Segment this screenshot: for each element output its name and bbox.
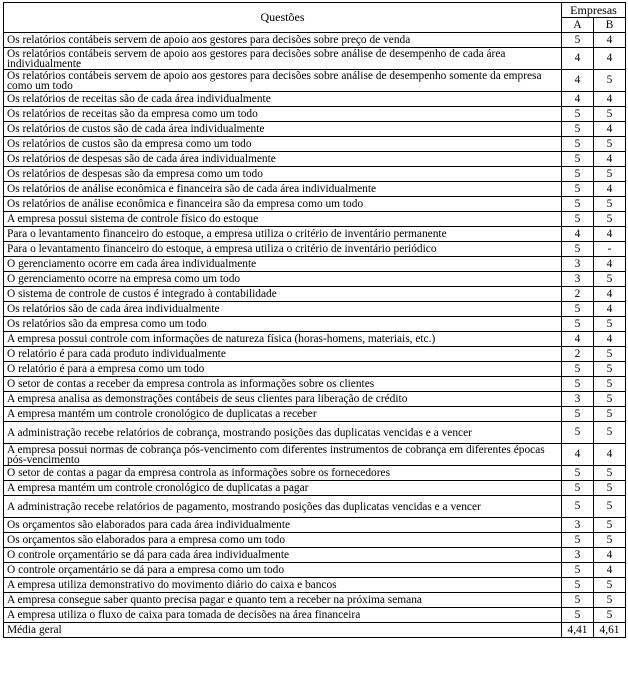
score-a: 5 — [562, 466, 594, 481]
table-row — [4, 242, 626, 257]
score-b: 5 — [594, 317, 626, 332]
table-row — [4, 197, 626, 212]
question-cell: Os relatórios contábeis servem de apoio aos gestores para decisões sobre análise de desempenho de cada área individualmente — [4, 48, 562, 70]
score-a: 5 — [562, 563, 594, 578]
question-cell: O controle orçamentário se dá para cada área individualmente — [4, 548, 562, 563]
score-b: 4 — [594, 563, 626, 578]
table-row — [4, 287, 626, 302]
score-a: 5 — [562, 481, 594, 496]
question-cell: A empresa mantém um controle cronológico de duplicatas a pagar — [4, 481, 562, 496]
table-row — [4, 227, 626, 242]
question-cell: O setor de contas a pagar da empresa controla as informações sobre os fornecedores — [4, 466, 562, 481]
score-a: 5 — [562, 593, 594, 608]
score-a: 5 — [562, 608, 594, 623]
score-b: 4 — [594, 302, 626, 317]
question-cell: O controle orçamentário se dá para a empresa como um todo — [4, 563, 562, 578]
question-cell: A empresa utiliza o fluxo de caixa para tomada de decisões na área financeira — [4, 608, 562, 623]
score-a: 5 — [562, 152, 594, 167]
table-row — [4, 578, 626, 593]
table-row — [4, 533, 626, 548]
score-b: 5 — [594, 578, 626, 593]
score-b: 5 — [594, 377, 626, 392]
table-row — [4, 272, 626, 287]
score-a: 2 — [562, 287, 594, 302]
question-cell: Os relatórios de receitas são da empresa como um todo — [4, 107, 562, 122]
question-cell: Os orçamentos são elaborados para a empresa como um todo — [4, 533, 562, 548]
score-a: 5 — [562, 212, 594, 227]
question-cell: A empresa consegue saber quanto precisa pagar e quanto tem a receber na próxima semana — [4, 593, 562, 608]
table-row — [4, 496, 626, 518]
average-row — [4, 623, 626, 638]
question-cell: A empresa possui controle com informações de natureza física (horas-homens, materiais, etc.) — [4, 332, 562, 347]
table-row — [4, 48, 626, 70]
score-b: 4 — [594, 152, 626, 167]
score-b: 5 — [594, 137, 626, 152]
score-a: 3 — [562, 257, 594, 272]
question-cell: O gerenciamento ocorre em cada área individualmente — [4, 257, 562, 272]
table-row — [4, 167, 626, 182]
question-cell: Os relatórios de custos são de cada área individualmente — [4, 122, 562, 137]
score-a: 5 — [562, 362, 594, 377]
table-row — [4, 407, 626, 422]
score-b: 5 — [594, 593, 626, 608]
score-a: 2 — [562, 347, 594, 362]
table-row — [4, 362, 626, 377]
table-row — [4, 392, 626, 407]
header-questoes: Questões — [4, 3, 562, 33]
header-col-a: A — [562, 18, 594, 33]
question-cell: Para o levantamento financeiro do estoque, a empresa utiliza o critério de inventário periódico — [4, 242, 562, 257]
score-a: 5 — [562, 167, 594, 182]
score-a: 5 — [562, 33, 594, 48]
score-a: 5 — [562, 302, 594, 317]
score-a: 4 — [562, 92, 594, 107]
header-col-b: B — [594, 18, 626, 33]
score-b: 4 — [594, 92, 626, 107]
table-row — [4, 92, 626, 107]
table-row — [4, 347, 626, 362]
average-b: 4,61 — [594, 623, 626, 638]
score-a: 5 — [562, 317, 594, 332]
score-a: 5 — [562, 122, 594, 137]
score-a: 5 — [562, 533, 594, 548]
question-cell: Os relatórios de custos são da empresa como um todo — [4, 137, 562, 152]
question-cell: A empresa mantém um controle cronológico de duplicatas a receber — [4, 407, 562, 422]
score-b: 4 — [594, 33, 626, 48]
score-b: 5 — [594, 362, 626, 377]
question-cell: A empresa possui normas de cobrança pós-vencimento com diferentes instrumentos de cobrança em diferentes épocas pós-vencimento — [4, 444, 562, 466]
table-row — [4, 317, 626, 332]
score-b: 4 — [594, 122, 626, 137]
question-cell: O relatório é para cada produto individualmente — [4, 347, 562, 362]
score-b: 4 — [594, 287, 626, 302]
question-cell: A empresa possui sistema de controle físico do estoque — [4, 212, 562, 227]
table-row — [4, 593, 626, 608]
table-row — [4, 137, 626, 152]
table-row — [4, 444, 626, 466]
score-b: 4 — [594, 548, 626, 563]
question-cell: Os relatórios de análise econômica e financeira são da empresa como um todo — [4, 197, 562, 212]
score-b: 4 — [594, 332, 626, 347]
score-b: 5 — [594, 392, 626, 407]
score-b: 5 — [594, 167, 626, 182]
score-a: 5 — [562, 197, 594, 212]
question-cell: Os relatórios são de cada área individualmente — [4, 302, 562, 317]
table-row — [4, 70, 626, 92]
score-a: 4 — [562, 332, 594, 347]
score-b: 5 — [594, 212, 626, 227]
question-cell: A empresa utiliza demonstrativo do movimento diário do caixa e bancos — [4, 578, 562, 593]
score-b: 5 — [594, 518, 626, 533]
table-row — [4, 212, 626, 227]
question-cell: Os relatórios de receitas são de cada área individualmente — [4, 92, 562, 107]
question-cell: O gerenciamento ocorre na empresa como um todo — [4, 272, 562, 287]
score-a: 3 — [562, 518, 594, 533]
table-row — [4, 182, 626, 197]
score-a: 4 — [562, 444, 594, 466]
table-row — [4, 122, 626, 137]
score-a: 3 — [562, 392, 594, 407]
score-b: 5 — [594, 347, 626, 362]
score-a: 5 — [562, 137, 594, 152]
question-cell: O sistema de controle de custos é integrado à contabilidade — [4, 287, 562, 302]
score-a: 4 — [562, 70, 594, 92]
score-b: 5 — [594, 533, 626, 548]
table-row — [4, 608, 626, 623]
score-a: 3 — [562, 548, 594, 563]
score-a: 5 — [562, 242, 594, 257]
question-cell: Os relatórios de análise econômica e financeira são de cada área individualmente — [4, 182, 562, 197]
score-b: 5 — [594, 466, 626, 481]
score-b: - — [594, 242, 626, 257]
score-b: 5 — [594, 70, 626, 92]
question-cell: A administração recebe relatórios de cobrança, mostrando posições das duplicatas vencidas e a vencer — [4, 422, 562, 444]
score-b: 5 — [594, 272, 626, 287]
question-cell: Os relatórios de despesas são da empresa como um todo — [4, 167, 562, 182]
table-row — [4, 466, 626, 481]
score-b: 5 — [594, 608, 626, 623]
average-label: Média geral — [4, 623, 562, 638]
questions-table — [3, 2, 626, 638]
score-a: 5 — [562, 182, 594, 197]
table-row — [4, 107, 626, 122]
header-empresas: Empresas — [562, 3, 626, 18]
score-a: 4 — [562, 227, 594, 242]
score-a: 5 — [562, 422, 594, 444]
question-cell: Para o levantamento financeiro do estoque, a empresa utiliza o critério de inventário permanente — [4, 227, 562, 242]
score-b: 5 — [594, 481, 626, 496]
score-b: 4 — [594, 257, 626, 272]
question-cell: O relatório é para a empresa como um todo — [4, 362, 562, 377]
question-cell: Os relatórios de despesas são de cada área individualmente — [4, 152, 562, 167]
question-cell: Os orçamentos são elaborados para cada área individualmente — [4, 518, 562, 533]
score-b: 4 — [594, 182, 626, 197]
score-a: 3 — [562, 272, 594, 287]
table-row — [4, 422, 626, 444]
table-row — [4, 302, 626, 317]
score-a: 5 — [562, 407, 594, 422]
score-a: 5 — [562, 496, 594, 518]
table-row — [4, 152, 626, 167]
score-b: 5 — [594, 496, 626, 518]
score-b: 4 — [594, 444, 626, 466]
table-row — [4, 332, 626, 347]
score-b: 5 — [594, 407, 626, 422]
score-a: 5 — [562, 377, 594, 392]
score-a: 4 — [562, 48, 594, 70]
table-row — [4, 257, 626, 272]
question-cell: Os relatórios contábeis servem de apoio aos gestores para decisões sobre análise de desempenho somente da empresa como um todo — [4, 70, 562, 92]
question-cell: A administração recebe relatórios de pagamento, mostrando posições das duplicatas vencidas e a vencer — [4, 496, 562, 518]
table-row — [4, 518, 626, 533]
score-b: 4 — [594, 227, 626, 242]
score-b: 5 — [594, 107, 626, 122]
question-cell: O setor de contas a receber da empresa controla as informações sobre os clientes — [4, 377, 562, 392]
table-row — [4, 548, 626, 563]
score-b: 5 — [594, 197, 626, 212]
table-row — [4, 33, 626, 48]
header-row — [4, 3, 626, 18]
table-row — [4, 377, 626, 392]
score-a: 5 — [562, 107, 594, 122]
table-row — [4, 481, 626, 496]
question-cell: Os relatórios são da empresa como um todo — [4, 317, 562, 332]
score-b: 4 — [594, 48, 626, 70]
score-b: 5 — [594, 422, 626, 444]
score-a: 5 — [562, 578, 594, 593]
question-cell: A empresa analisa as demonstrações contábeis de seus clientes para liberação de crédito — [4, 392, 562, 407]
question-cell: Os relatórios contábeis servem de apoio aos gestores para decisões sobre preço de venda — [4, 33, 562, 48]
table-row — [4, 563, 626, 578]
average-a: 4,41 — [562, 623, 594, 638]
